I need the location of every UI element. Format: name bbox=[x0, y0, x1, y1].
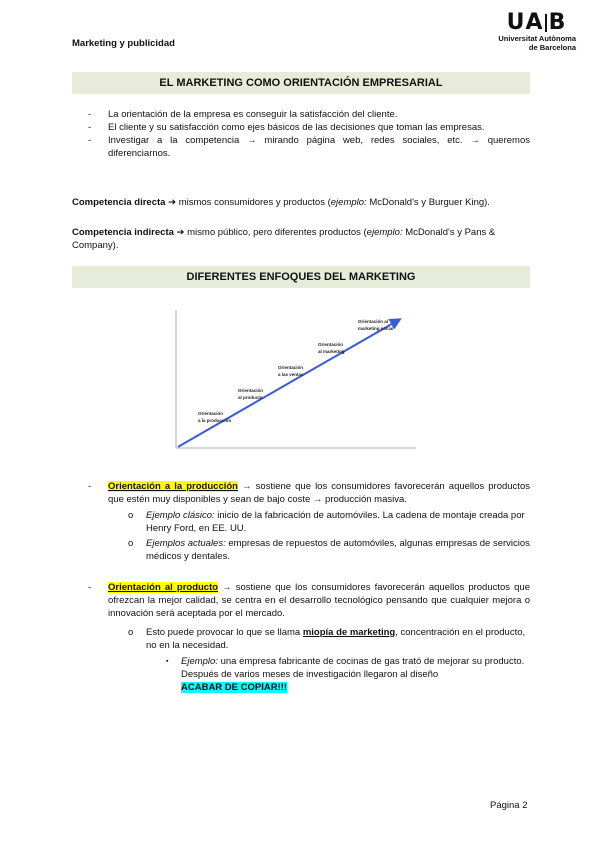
competencia-directa-label: Competencia directa bbox=[72, 197, 166, 208]
list-item: - La orientación de la empresa es conseguir la satisfacción del cliente. bbox=[88, 108, 530, 121]
logo-text-line2: de Barcelona bbox=[528, 43, 576, 52]
example-label: ejemplo: bbox=[330, 197, 367, 208]
section-title-marketing-orientacion: EL MARKETING COMO ORIENTACIÓN EMPRESARIAL bbox=[72, 72, 530, 94]
list-dash: - bbox=[88, 582, 92, 593]
logo-letter-b: B bbox=[548, 10, 566, 35]
bullet-circle: o bbox=[128, 510, 134, 521]
document-header-title: Marketing y publicidad bbox=[72, 38, 175, 49]
competencia-indirecta-example: McDonald's y Pans & Company). bbox=[72, 227, 496, 251]
sub-label: Ejemplo clásico: bbox=[146, 510, 215, 521]
orientacion-produccion-text: → sostiene que los consumidores favorecerán aquellos productos que estén muy disponibles y sean de bajo coste → producción masiva. bbox=[108, 481, 530, 505]
logo-text-line1: Universitat Autònoma bbox=[498, 34, 576, 43]
list-item bbox=[166, 655, 530, 694]
list-item bbox=[128, 537, 530, 563]
logo-letter-a: A bbox=[525, 10, 543, 35]
list-item bbox=[128, 626, 530, 652]
competencia-indirecta-text: mismo público, pero diferentes productos ( bbox=[187, 227, 367, 238]
chart-stage-label: Orientación al producto bbox=[238, 388, 264, 400]
chart-trend-arrow bbox=[178, 319, 400, 447]
orientacion-producto-text: → sostiene que los consumidores favorecerán aquellos productos que ofrezcan la mejor calidad, se centra en el desarrollo tecnológico pensando que cualquier mejora o innovación será aceptada por el mercado. bbox=[108, 582, 530, 619]
orientacion-produccion-label: Orientación a la producción bbox=[108, 481, 238, 492]
list-item bbox=[128, 509, 530, 535]
uab-logo bbox=[496, 12, 576, 52]
sub-label: Ejemplo: bbox=[181, 656, 218, 667]
competencia-directa-example: McDonald's y Burguer King). bbox=[366, 197, 490, 208]
chart-stage-label: Orientación a la producción bbox=[198, 411, 232, 423]
miopia-post: , concentración en el producto, no en la necesidad. bbox=[146, 627, 526, 651]
example-label: ejemplo: bbox=[366, 227, 403, 238]
acabar-copiar-note: ACABAR DE COPIAR!!! bbox=[181, 682, 288, 693]
section-title-enfoques-marketing: DIFERENTES ENFOQUES DEL MARKETING bbox=[72, 266, 530, 288]
orientacion-producto-label: Orientación al producto bbox=[108, 582, 219, 593]
competencia-indirecta-paragraph bbox=[72, 226, 530, 252]
arrow: ➔ bbox=[173, 227, 188, 238]
orientacion-produccion-item bbox=[88, 480, 530, 506]
miopia-pre: Esto puede provocar lo que se llama bbox=[146, 627, 303, 638]
logo-separator bbox=[545, 14, 547, 32]
uab-logo-mark bbox=[496, 12, 576, 34]
list-item-text: Investigar a la competencia → mirando página web, redes sociales, etc. → queremos diferenciarnos. bbox=[108, 135, 530, 159]
list-item-text: El cliente y su satisfacción como ejes básicos de las decisiones que toman las empresas. bbox=[108, 122, 485, 133]
orientacion-producto-item bbox=[88, 581, 530, 620]
sub-label: Ejemplos actuales: bbox=[146, 538, 226, 549]
arrow: ➔ bbox=[165, 197, 179, 208]
sub-text: una empresa fabricante de cocinas de gas trató de mejorar su producto. Después de varios meses de investigación llegaron al diseño bbox=[181, 656, 525, 680]
competencia-indirecta-label: Competencia indirecta bbox=[72, 227, 174, 238]
page-number: Página 2 bbox=[490, 800, 528, 811]
logo-letter-u: U bbox=[506, 10, 525, 35]
sub-text: empresas de repuestos de automóviles, algunas empresas de servicios médicos y dentales. bbox=[146, 538, 530, 562]
chart-stage-label: Orientación al marketing bbox=[318, 342, 345, 354]
list-item: - El cliente y su satisfacción como ejes básicos de las decisiones que toman las empresas. bbox=[88, 121, 530, 134]
sub-text: inicio de la fabricación de automóviles. La cadena de montaje creada por Henry Ford, en EE. UU. bbox=[146, 510, 525, 534]
miopia-term: miopía de marketing bbox=[302, 627, 396, 638]
chart-stage-label: Orientación al marketing social bbox=[358, 319, 394, 331]
bullet-circle: o bbox=[128, 538, 134, 549]
list-item: - Investigar a la competencia → mirando página web, redes sociales, etc. → queremos diferenciarnos. bbox=[88, 135, 530, 159]
bullet-square: ▪ bbox=[166, 658, 169, 665]
list-item-text: La orientación de la empresa es conseguir la satisfacción del cliente. bbox=[108, 109, 398, 120]
competencia-directa-paragraph bbox=[72, 196, 530, 209]
bullet-circle: o bbox=[128, 627, 134, 638]
list-dash: - bbox=[88, 481, 92, 492]
chart-stage-label: Orientación a las ventas bbox=[278, 365, 304, 377]
competencia-directa-text: mismos consumidores y productos ( bbox=[178, 197, 331, 208]
bullet-list-orientacion bbox=[88, 108, 530, 160]
marketing-orientation-chart bbox=[168, 306, 420, 454]
